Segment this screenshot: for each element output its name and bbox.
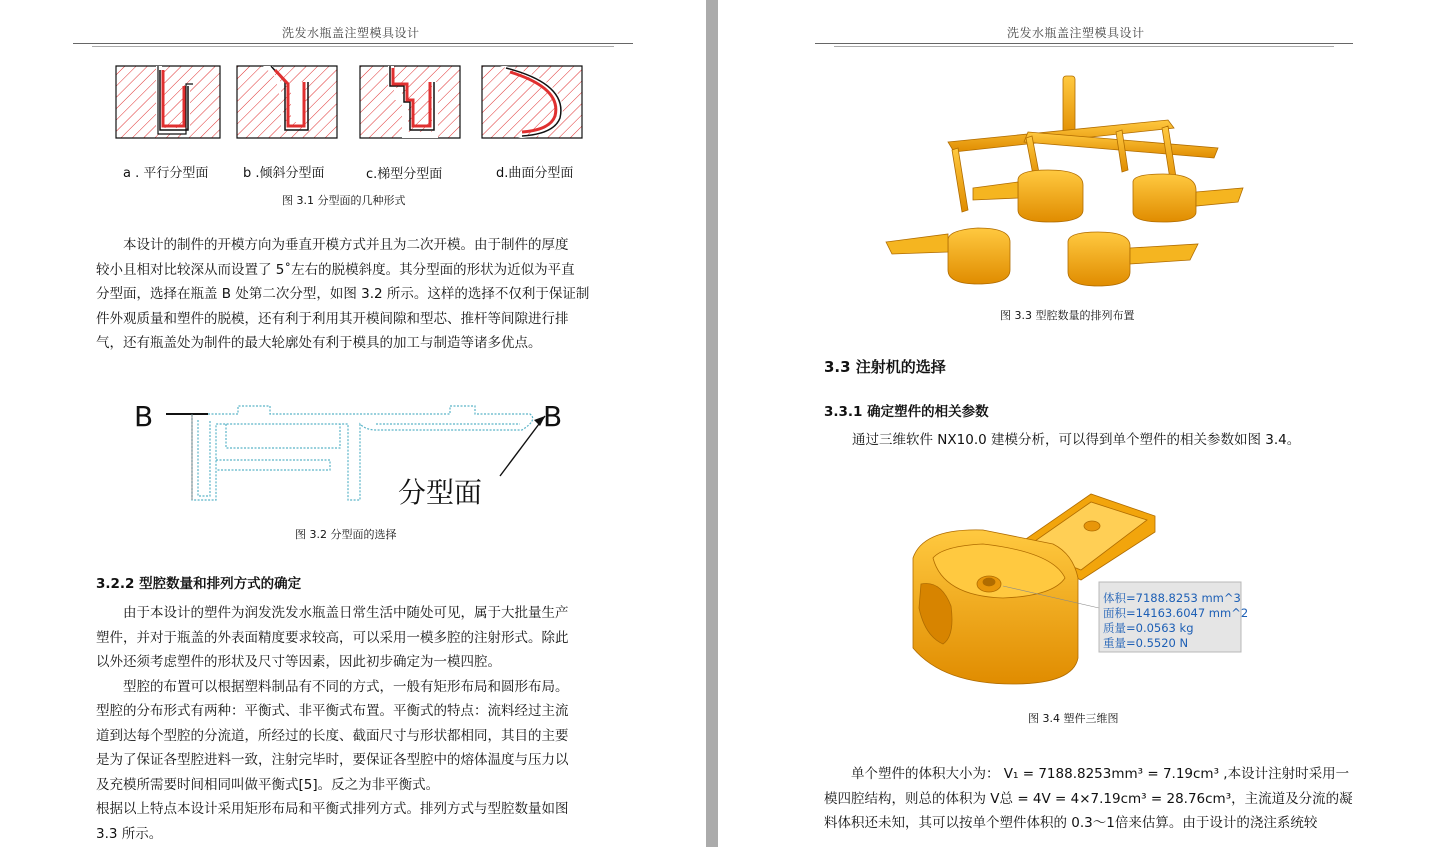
header-rule-inner [834, 46, 1334, 47]
figure-caption: 图 3.4 塑件三维图 [1028, 712, 1119, 725]
mass-value: 质量=0.0563 kg [1103, 621, 1194, 635]
text-line: 料体积还未知，其可以按单个塑件体积的 0.3～1倍来估算。由于设计的浇注系统较 [824, 815, 1318, 831]
b-label-right: B [543, 400, 563, 433]
text-line: 气，还有瓶盖处为制件的最大轮廓处有利于模具的加工与制造等诸多优点。 [96, 335, 542, 351]
right-page [718, 0, 1431, 847]
fig-c-stepped [360, 66, 460, 138]
text-line: 塑件，并对于瓶盖的外表面精度要求较高，可以采用一模多腔的注射形式。除此 [96, 629, 569, 646]
text-line: 模四腔结构，则总的体积为 V总 = 4V = 4×7.19cm³ = 28.76cm³，主流道及分流的凝 [824, 790, 1353, 807]
left-page [0, 0, 706, 847]
figure-caption: 图 3.2 分型面的选择 [295, 528, 397, 541]
cavity-2 [1133, 174, 1243, 222]
fig-c-label: c.梯型分型面 [366, 167, 443, 182]
text-line: 型腔的分布形式有两种：平衡式、非平衡式布置。平衡式的特点：流料经过主流 [96, 703, 569, 719]
figure-caption: 图 3.1 分型面的几种形式 [282, 194, 406, 207]
weight-value: 重量=0.5520 N [1103, 636, 1189, 650]
subsection-heading: 3.3.1 确定塑件的相关参数 [824, 404, 989, 420]
header-rule-inner [92, 46, 614, 47]
fig-d-label: d.曲面分型面 [496, 166, 574, 181]
sprue [1063, 76, 1075, 138]
text-line: 本设计的制件的开模方向为垂直开模方式并且为二次开模。由于制件的厚度 [123, 237, 569, 253]
body-paragraph [96, 233, 616, 356]
figure-caption: 图 3.3 型腔数量的排列布置 [1000, 309, 1135, 322]
text-line: 单个塑件的体积大小为： V₁ = 7188.8253mm³ = 7.19cm³ ,本设计注射时采用一 [851, 766, 1350, 782]
fig-a-parallel [116, 66, 220, 138]
text-line: 由于本设计的塑件为润发洗发水瓶盖日常生活中随处可见，属于大批量生产 [123, 605, 569, 621]
body-paragraph [96, 601, 616, 846]
page-header: 洗发水瓶盖注塑模具设计 [1007, 26, 1145, 40]
text-line: 较小且相对比较深从而设置了 5˚左右的脱模斜度。其分型面的形状为近似为平直 [96, 261, 575, 278]
fig-a-label: a . 平行分型面 [123, 166, 209, 181]
area-value: 面积=14163.6047 mm^2 [1103, 606, 1249, 620]
volume-value: 体积=7188.8253 mm^3 [1103, 591, 1241, 605]
body-paragraph [824, 762, 1354, 836]
text-line: 是为了保证各型腔进料一致，注射完毕时，要保证各型腔中的熔体温度与压力以 [96, 752, 569, 768]
header-rule [73, 43, 633, 44]
text-line: 型腔的布置可以根据塑料制品有不同的方式，一般有矩形布局和圆形布局。 [123, 678, 569, 695]
parting-line-figure [130, 390, 590, 515]
cavity-1 [973, 170, 1083, 222]
text-line: 分型面，选择在瓶盖 B 处第二次分型，如图 3.2 所示。这样的选择不仅利于保证制 [96, 286, 590, 302]
cavity-3 [886, 228, 1010, 284]
text-line: 以外还须考虑塑件的形状及尺寸等因素，因此初步确定为一模四腔。 [96, 654, 501, 670]
text-line: 件外观质量和塑件的脱模，还有利于利用其开模间隙和型芯、推杆等间隙进行排 [96, 310, 569, 327]
parting-surface-label: 分型面 [398, 476, 483, 509]
fig-d-curved [482, 66, 582, 138]
b-label-left: B [134, 400, 154, 433]
part-3d-figure [903, 488, 1253, 688]
page-gap [706, 0, 718, 847]
header-rule [815, 43, 1353, 44]
text-line: 及充模所需要时间相同叫做平衡式[5]。反之为非平衡式。 [96, 776, 440, 793]
page-header: 洗发水瓶盖注塑模具设计 [282, 26, 420, 40]
fig-b-inclined [237, 66, 337, 138]
section-heading: 3.2.2 型腔数量和排列方式的确定 [96, 576, 302, 592]
parting-surface-figure [108, 60, 588, 190]
body-paragraph: 通过三维软件 NX10.0 建模分析，可以得到单个塑件的相关参数如图 3.4。 [852, 432, 1301, 448]
text-line: 道到达每个型腔的分流道，所经过的长度、截面尺寸与形状都相同，其目的主要 [96, 727, 569, 744]
callout-arrow [500, 416, 545, 476]
cavity-layout-figure [878, 70, 1278, 300]
text-line: 根据以上特点本设计采用矩形布局和平衡式排列方式。排列方式与型腔数量如图 [96, 801, 569, 817]
text-line: 3.3 所示。 [96, 825, 163, 842]
fig-b-label: b .倾斜分型面 [243, 166, 325, 181]
section-heading: 3.3 注射机的选择 [824, 358, 946, 376]
cavity-4 [1068, 232, 1198, 286]
